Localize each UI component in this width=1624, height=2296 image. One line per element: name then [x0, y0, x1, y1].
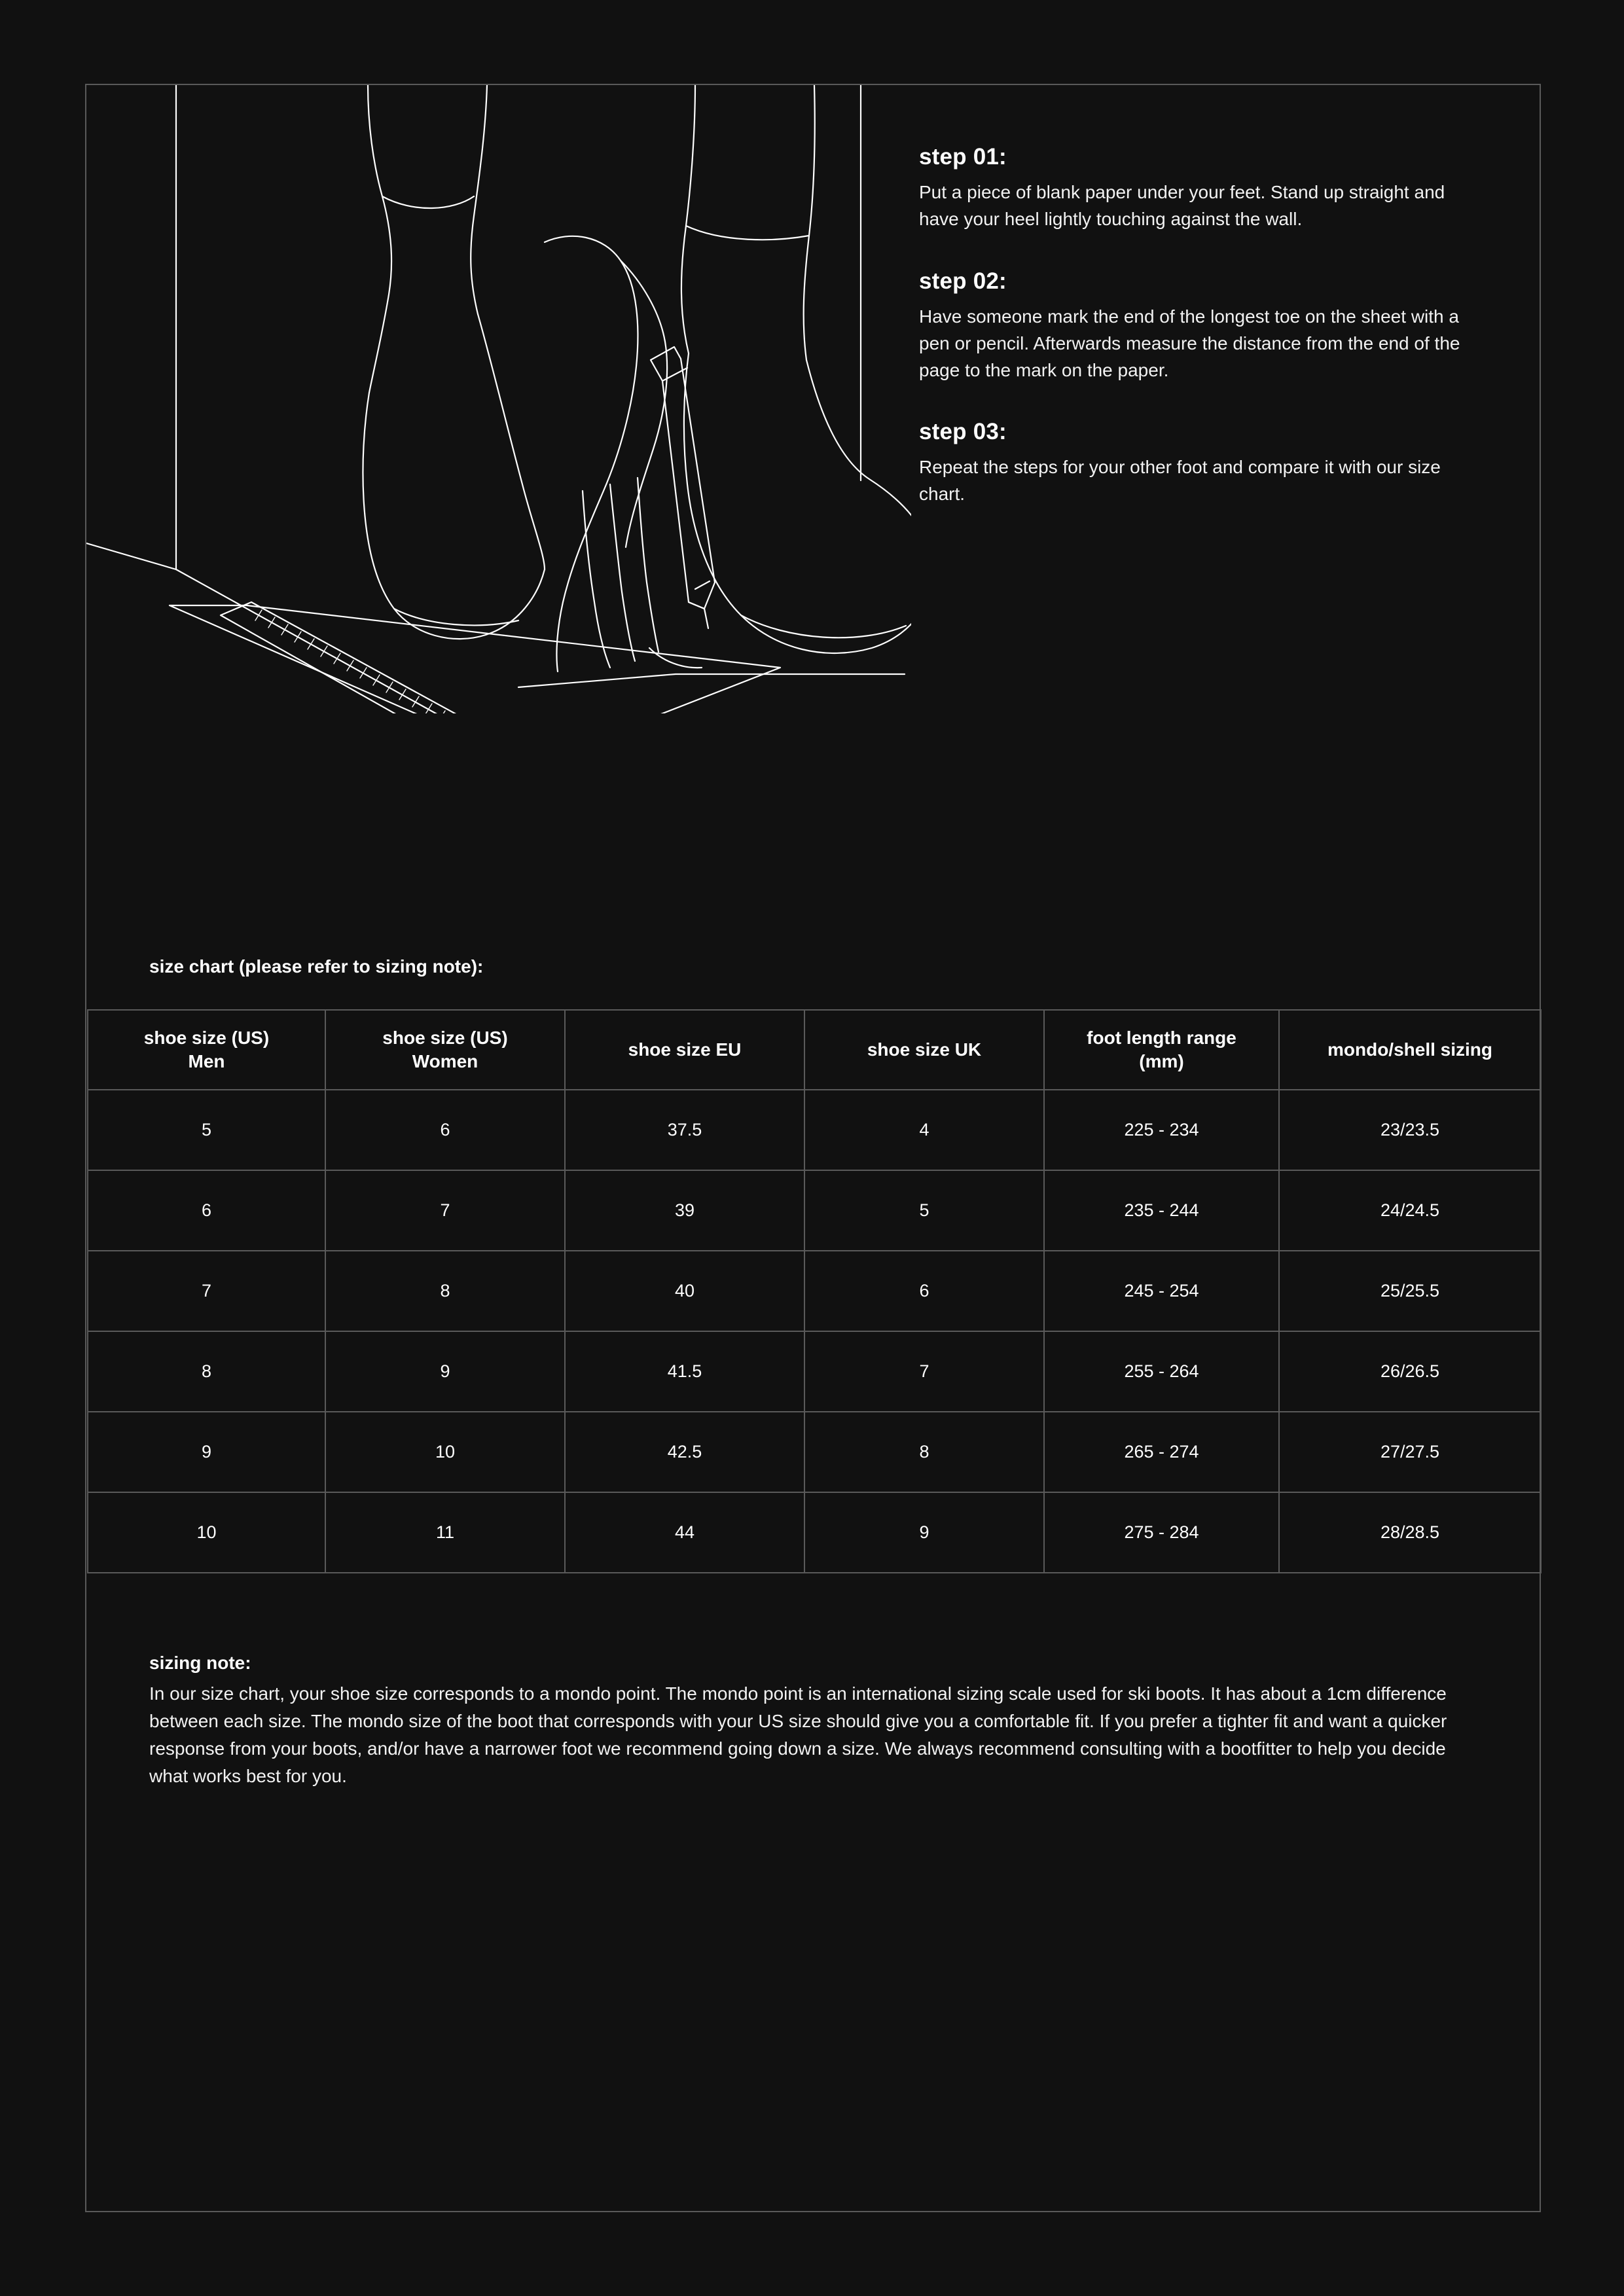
size-chart-table: [87, 1009, 1542, 1573]
cell-eu: 41.5: [565, 1331, 804, 1412]
cell-eu: 37.5: [565, 1090, 804, 1170]
column-header-line-1: shoe size (US): [382, 1028, 508, 1049]
table-row: [88, 1251, 1541, 1331]
step-02-title: step 02:: [919, 268, 1007, 294]
cell-foot-length: 245 - 254: [1044, 1251, 1279, 1331]
cell-us-men: 5: [88, 1090, 325, 1170]
column-header-line-1: shoe size UK: [867, 1039, 982, 1060]
cell-mondo: 25/25.5: [1279, 1251, 1541, 1331]
cell-eu: 42.5: [565, 1412, 804, 1492]
step-02-body: Have someone mark the end of the longest toe on the sheet with a pen or pencil. Afterwards measure the distance from the end of the page to the mark on the paper.: [919, 306, 1460, 380]
cell-us-men: 8: [88, 1331, 325, 1412]
cell-us-women: 6: [325, 1090, 565, 1170]
table-row: [88, 1170, 1541, 1251]
column-header-eu: [565, 1010, 804, 1090]
column-header-line-1: shoe size EU: [628, 1039, 742, 1060]
cell-foot-length: 275 - 284: [1044, 1492, 1279, 1573]
sizing-note-title: sizing note:: [149, 1653, 251, 1673]
cell-eu: 40: [565, 1251, 804, 1331]
size-chart-table-wrapper: [87, 1009, 1540, 1573]
cell-uk: 7: [804, 1331, 1044, 1412]
step-03-body: Repeat the steps for your other foot and compare it with our size chart.: [919, 457, 1441, 505]
page-frame: [85, 84, 1541, 2212]
step-03: [919, 419, 1482, 508]
cell-uk: 4: [804, 1090, 1044, 1170]
cell-foot-length: 255 - 264: [1044, 1331, 1279, 1412]
table-row: [88, 1090, 1541, 1170]
table-row: [88, 1412, 1541, 1492]
column-header-line-2: Women: [412, 1051, 478, 1071]
column-header-mondo: [1279, 1010, 1541, 1090]
cell-mondo: 24/24.5: [1279, 1170, 1541, 1251]
step-01-body: Put a piece of blank paper under your feet. Stand up straight and have your heel lightly touching against the wall.: [919, 182, 1445, 229]
cell-us-women: 7: [325, 1170, 565, 1251]
column-header-line-1: mondo/shell sizing: [1327, 1039, 1492, 1060]
column-header-us-men: [88, 1010, 325, 1090]
column-header-line-1: foot length range: [1087, 1028, 1236, 1049]
cell-us-men: 6: [88, 1170, 325, 1251]
cell-mondo: 26/26.5: [1279, 1331, 1541, 1412]
table-row: [88, 1492, 1541, 1573]
table-header-row: [88, 1010, 1541, 1090]
cell-us-women: 10: [325, 1412, 565, 1492]
cell-foot-length: 235 - 244: [1044, 1170, 1279, 1251]
cell-uk: 6: [804, 1251, 1044, 1331]
cell-mondo: 28/28.5: [1279, 1492, 1541, 1573]
column-header-uk: [804, 1010, 1044, 1090]
cell-eu: 44: [565, 1492, 804, 1573]
step-03-title: step 03:: [919, 419, 1007, 445]
cell-uk: 8: [804, 1412, 1044, 1492]
cell-us-women: 9: [325, 1331, 565, 1412]
cell-foot-length: 265 - 274: [1044, 1412, 1279, 1492]
step-02: [919, 268, 1482, 384]
column-header-foot-length: [1044, 1010, 1279, 1090]
column-header-line-1: shoe size (US): [143, 1028, 270, 1049]
column-header-line-2: (mm): [1139, 1051, 1184, 1071]
table-row: [88, 1331, 1541, 1412]
sizing-note: [149, 1653, 1465, 1790]
cell-eu: 39: [565, 1170, 804, 1251]
cell-us-men: 9: [88, 1412, 325, 1492]
cell-mondo: 27/27.5: [1279, 1412, 1541, 1492]
step-01: [919, 144, 1482, 233]
foot-measuring-illustration: [86, 85, 911, 713]
column-header-us-women: [325, 1010, 565, 1090]
sizing-note-body: In our size chart, your shoe size corresponds to a mondo point. The mondo point is an international sizing scale used for ski boots. It has about a 1cm difference between each size. The mondo size of the boot that corresponds with your US size should give you a comfortable fit. If you prefer a tighter fit and want a quicker response from your boots, and/or have a narrower foot we recommend going down a size. We always recommend consulting with a bootfitter to help you decide what works best for you.: [149, 1683, 1447, 1786]
column-header-line-2: Men: [188, 1051, 225, 1071]
step-01-title: step 01:: [919, 144, 1007, 170]
cell-us-men: 10: [88, 1492, 325, 1573]
cell-foot-length: 225 - 234: [1044, 1090, 1279, 1170]
steps-list: [919, 144, 1482, 543]
cell-uk: 5: [804, 1170, 1044, 1251]
cell-us-women: 8: [325, 1251, 565, 1331]
cell-uk: 9: [804, 1492, 1044, 1573]
cell-us-men: 7: [88, 1251, 325, 1331]
cell-us-women: 11: [325, 1492, 565, 1573]
size-chart-heading: size chart (please refer to sizing note):: [149, 956, 484, 977]
cell-mondo: 23/23.5: [1279, 1090, 1541, 1170]
